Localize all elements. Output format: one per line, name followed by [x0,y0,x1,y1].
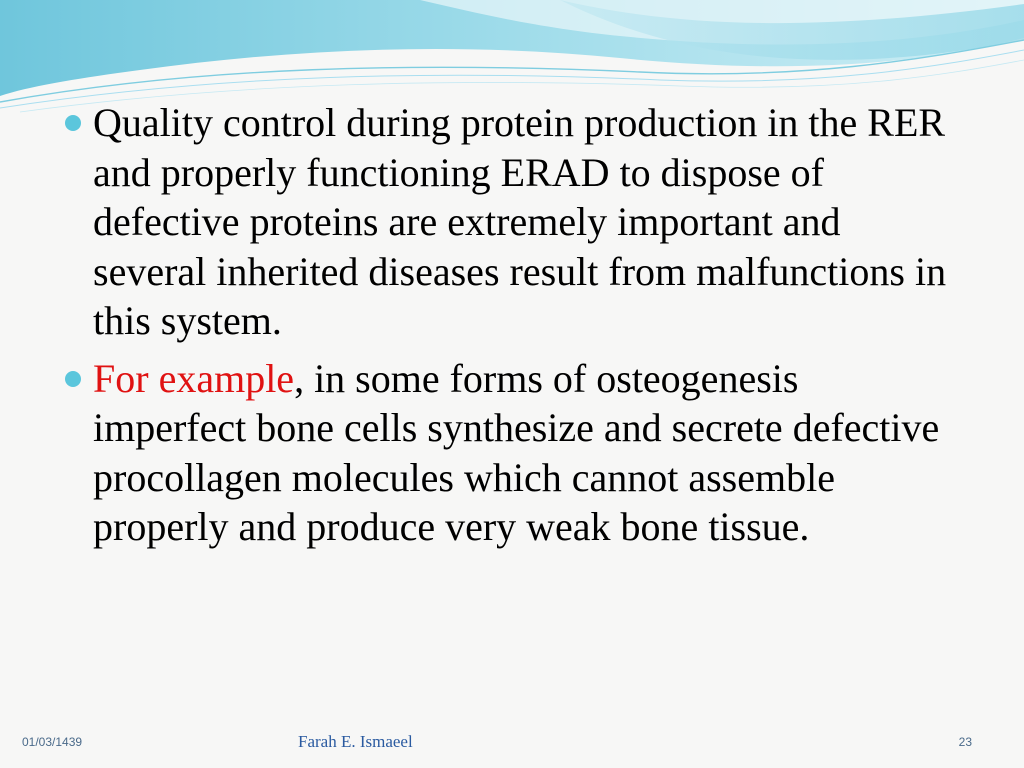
bullet-lead-2: For example [93,355,295,401]
footer-date: 01/03/1439 [22,735,83,749]
slide-content [60,98,960,560]
bullet-text-2: , in some forms of osteogenesis imperfect bone cells synthesize and secrete defective procollagen molecules which cannot assemble properly and produce very weak bone tissue. [93,355,940,549]
bullet-dot-icon [62,112,84,134]
footer-page-number: 23 [958,735,972,749]
bullet-item-2 [60,354,960,552]
footer-author: Farah E. Ismaeel [298,732,413,751]
bullet-text-1: Quality control during protein production in the RER and properly functioning ERAD to dispose of defective proteins are extremely important and several inherited diseases result from malfunctions in this system. [93,100,947,343]
bullet-dot-icon [62,368,84,390]
bullet-item-1 [60,98,960,346]
